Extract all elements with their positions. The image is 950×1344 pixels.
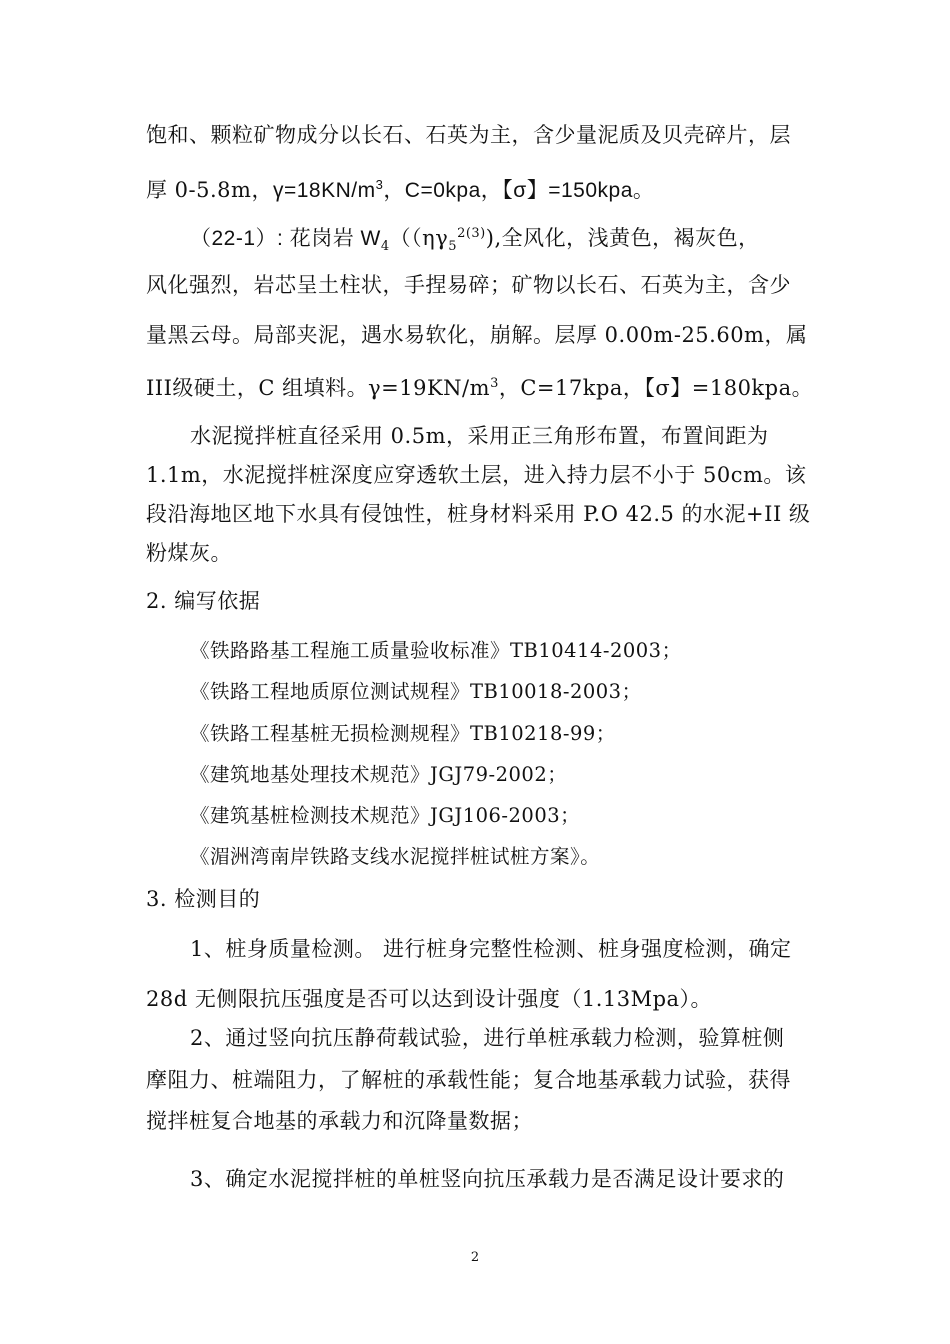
formula-span: γ=18KN/m	[272, 179, 376, 202]
paragraph-line: 粉煤灰。	[146, 541, 232, 565]
citation-item: 《铁路工程地质原位测试规程》TB10018-2003；	[190, 680, 642, 703]
paragraph-line: 28d 无侧限抗压强度是否可以达到设计强度（1.13Mpa）。	[146, 987, 713, 1011]
text-span: ，C=17kpa，【σ】=180kpa。	[498, 376, 814, 400]
text-span: 厚 0-5.8m，	[146, 178, 273, 202]
section-heading: 2. 编写依据	[146, 589, 261, 613]
paragraph-line: 搅拌桩复合地基的承载力和沉降量数据；	[146, 1109, 533, 1133]
citation-item: 《建筑地基处理技术规范》JGJ79-2002；	[190, 763, 568, 786]
superscript: 2(3)	[457, 226, 486, 241]
text-span: ),全风化，浅黄色，褐灰色，	[485, 226, 760, 250]
paragraph-line: 1、桩身质量检测。 进行桩身完整性检测、桩身强度检测，确定	[190, 937, 792, 961]
citation-item: 《铁路工程基桩无损检测规程》TB10218-99；	[190, 722, 616, 745]
section-heading: 3. 检测目的	[146, 887, 261, 911]
paragraph-line	[146, 369, 813, 403]
citation-item: 《建筑基桩检测技术规范》JGJ106-2003；	[190, 804, 581, 827]
citation-item: 《铁路路基工程施工质量验收标准》TB10414-2003；	[190, 639, 682, 662]
paragraph-line: 风化强烈，岩芯呈土柱状，手捏易碎；矿物以长石、石英为主，含少	[146, 273, 791, 297]
paragraph-line: 3、确定水泥搅拌桩的单桩竖向抗压承载力是否满足设计要求的	[190, 1167, 785, 1191]
paragraph-line: 1.1m，水泥搅拌桩深度应穿透软土层，进入持力层不小于 50cm。该	[146, 463, 807, 487]
paragraph-line: 摩阻力、桩端阻力，了解桩的承载性能；复合地基承载力试验，获得	[146, 1068, 791, 1092]
paragraph-line: 水泥搅拌桩直径采用 0.5m，采用正三角形布置，布置间距为	[190, 424, 769, 448]
paragraph-line: 2、通过竖向抗压静荷载试验，进行单桩承载力检测，验算桩侧	[190, 1026, 785, 1050]
citation-item: 《湄洲湾南岸铁路支线水泥搅拌桩试桩方案》。	[190, 845, 601, 868]
superscript: 3	[375, 177, 384, 192]
text-span: III级硬土，C 组填料。γ=19KN/m	[146, 376, 491, 400]
formula-span: ，C=0kpa，【σ】=150kpa。	[383, 179, 655, 202]
page-number: 2	[470, 1250, 480, 1265]
subscript: 5	[448, 239, 458, 255]
text-span: （22-1）: 花岗岩 W	[190, 227, 381, 250]
paragraph-line: 量黑云母。局部夹泥，遇水易软化，崩解。层厚 0.00m-25.60m，属	[146, 323, 808, 347]
paragraph-line	[146, 170, 654, 206]
paragraph-line: 段沿海地区地下水具有侵蚀性，桩身材料采用 P.O 42.5 的水泥+II 级	[146, 502, 811, 526]
paragraph-line	[190, 219, 760, 262]
superscript: 3	[490, 376, 499, 391]
paragraph-line: 饱和、颗粒矿物成分以长石、石英为主，含少量泥质及贝壳碎片，层	[146, 123, 791, 147]
subscript: 4	[380, 239, 390, 255]
text-span: （（ηγ	[389, 226, 449, 250]
